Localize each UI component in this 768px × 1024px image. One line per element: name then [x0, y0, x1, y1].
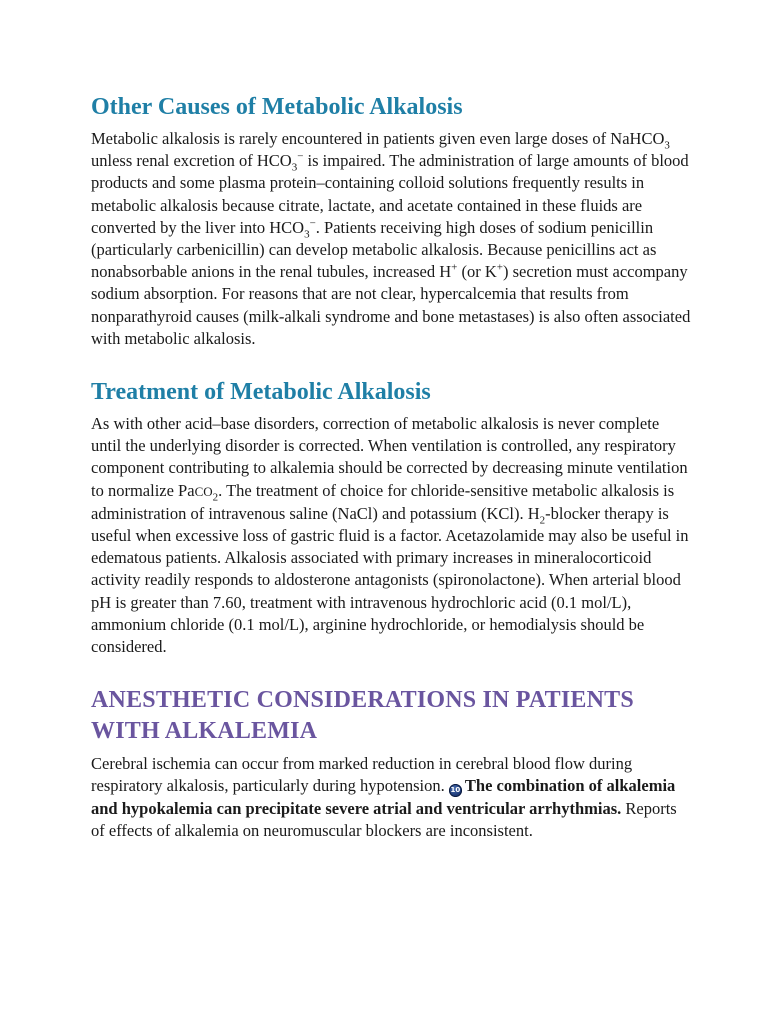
superscript: − — [297, 150, 304, 163]
section-spacer — [91, 658, 691, 685]
text-run: As with other acid–base disorders, correction of metabolic alkalosis is never complete until the underlying disorder is corrected. When ventilation is controlled, any respiratory component contributing to alkalemia should be corrected by decreasing minute ventilation to normalize Pa — [91, 414, 688, 500]
text-run: Cerebral ischemia can occur from marked reduction in cerebral blood flow during respiratory alkalosis, particularly during hypotension. — [91, 754, 633, 796]
text-run: . The treatment of choice for chloride-sensitive metabolic alkalosis is administration of intravenous saline (NaCl) and potassium (KCl). H — [91, 480, 675, 523]
superscript: + — [496, 261, 503, 274]
text-run: is impaired. The administration of large amounts of blood products and some plasma protein–containing colloid solutions frequently results in metabolic alkalosis because citrate, lactate, and acetate contained in these fluids are converted by the liver into HCO — [91, 151, 689, 237]
heading-treatment: Treatment of Metabolic Alkalosis — [91, 379, 431, 406]
numbered-key-point-icon: 10 — [449, 784, 462, 797]
text-run: unless renal excretion of HCO — [91, 151, 292, 171]
subscript: 3 — [664, 139, 670, 152]
document-page — [91, 92, 691, 842]
bold-key-point: The combination of alkalemia and hypokalemia can precipitate severe atrial and ventricular arrhythmias. — [91, 776, 676, 818]
subscript: 2 — [212, 490, 219, 503]
text-run: ) secretion must accompany sodium absorption. For reasons that are not clear, hypercalcemia that results from nonparathyroid causes (milk-alkali syndrome and bone metastases) is also often associated with metabolic alkalosis. — [91, 262, 691, 348]
superscript: − — [309, 217, 316, 230]
paragraph-other-causes — [91, 128, 691, 350]
small-caps-run: CO — [194, 483, 213, 499]
text-run: -blocker therapy is useful when excessive loss of gastric fluid is a factor. Acetazolamide may also be useful in edematous patients. Alkalosis associated with primary increases in mineralocorticoid activity readily responds to aldosterone antagonists (spironolactone). When arterial blood pH is greater than 7.60, treatment with intravenous hydrochloric acid (0.1 mol/L), ammonium chloride (0.1 mol/L), arginine hydrochloride, or hemodialysis should be considered. — [91, 503, 689, 657]
heading-other-causes: Other Causes of Metabolic Alkalosis — [91, 94, 463, 120]
text-run: Reports of effects of alkalemia on neuromuscular blockers are inconsistent. — [91, 798, 677, 840]
subscript: 3 — [304, 228, 310, 241]
paragraph-treatment — [91, 413, 691, 658]
superscript: + — [451, 261, 458, 274]
subscript: 2 — [539, 514, 546, 527]
text-run: . Patients receiving high doses of sodium penicillin (particularly carbenicillin) can develop metabolic alkalosis. Because penicillins act as nonabsorbable anions in the renal tubules, increased H — [91, 217, 657, 282]
text-run: Metabolic alkalosis is rarely encountered in patients given even large doses of NaHCO — [91, 129, 665, 148]
paragraph-anesthetic — [91, 753, 691, 842]
subscript: 3 — [291, 161, 298, 174]
section-spacer — [91, 350, 691, 377]
text-run: (or K — [457, 262, 497, 282]
heading-anesthetic-considerations: ANESTHETIC CONSIDERATIONS IN PATIENTS WITH ALKALEMIA — [91, 687, 634, 745]
